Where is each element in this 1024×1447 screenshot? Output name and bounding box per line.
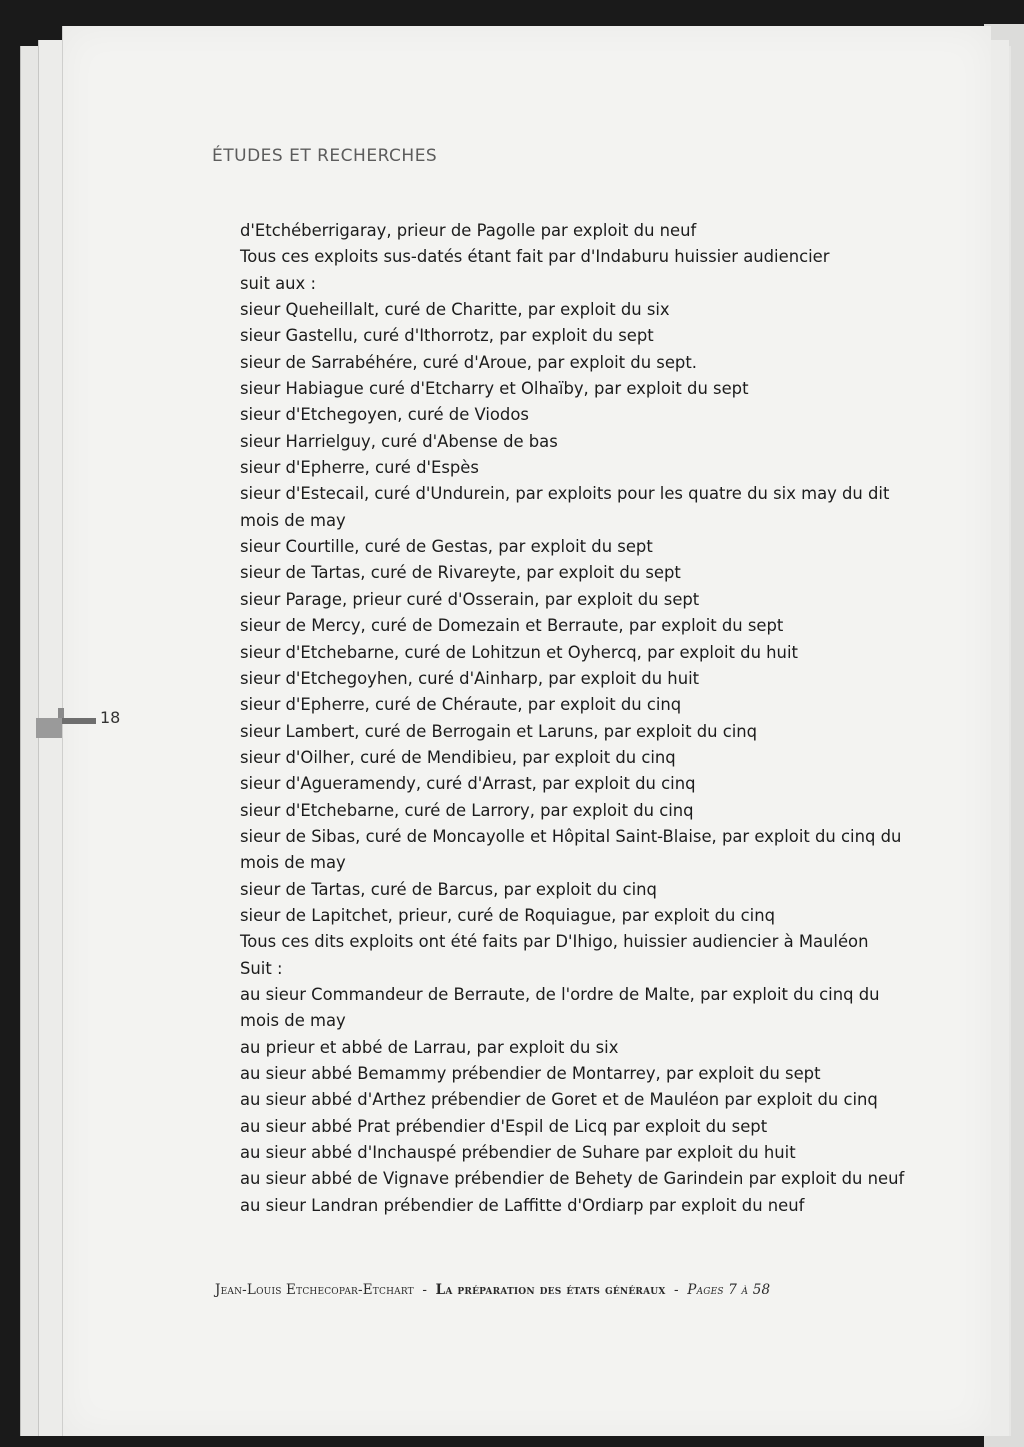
text-line: au prieur et abbé de Larrau, par exploit du six <box>240 1037 619 1057</box>
text-line: au sieur abbé de Vignave prébendier de Behety de Garindein par exploit du neuf <box>240 1169 905 1189</box>
text-line: sieur Courtille, curé de Gestas, par exploit du sept <box>240 537 653 557</box>
footer-separator: - <box>674 1282 679 1298</box>
text-line: sieur de Tartas, curé de Barcus, par exploit du cinq <box>240 879 657 899</box>
page-number: 18 <box>100 708 121 727</box>
footer-pages: Pages 7 à 58 <box>687 1282 771 1298</box>
text-line: d'Etchéberrigaray, prieur de Pagolle par exploit du neuf <box>240 221 697 240</box>
text-line: sieur de Lapitchet, prieur, curé de Roquiague, par exploit du cinq <box>240 905 775 925</box>
text-line: au sieur abbé d'Arthez prébendier de Goret et de Mauléon par exploit du cinq <box>240 1090 878 1110</box>
text-line: au sieur Landran prébendier de Laffitte d'Ordiarp par exploit du neuf <box>240 1195 805 1215</box>
text-line: mois de may <box>240 853 346 873</box>
text-line: au sieur abbé Prat prébendier d'Espil de Licq par exploit du sept <box>240 1116 768 1136</box>
text-line: sieur Lambert, curé de Berrogain et Laruns, par exploit du cinq <box>240 721 758 741</box>
text-line: au sieur abbé d'Inchauspé prébendier de Suhare par exploit du huit <box>240 1143 796 1163</box>
text-line: sieur Gastellu, curé d'Ithorrotz, par exploit du sept <box>240 326 654 346</box>
text-line: sieur d'Epherre, curé de Chéraute, par exploit du cinq <box>240 695 682 715</box>
page-tab-marker <box>36 718 62 738</box>
text-line: sieur de Mercy, curé de Domezain et Berraute, par exploit du sept <box>240 616 784 636</box>
text-line: Suit : <box>240 958 283 978</box>
text-line: sieur d'Epherre, curé d'Espès <box>240 458 479 478</box>
page-footer <box>215 1282 770 1298</box>
text-line: sieur de Sarrabéhére, curé d'Aroue, par exploit du sept. <box>240 352 697 372</box>
text-line: sieur d'Estecail, curé d'Undurein, par exploits pour les quatre du six may du dit <box>240 484 890 504</box>
footer-separator: - <box>422 1282 428 1298</box>
text-line: sieur de Sibas, curé de Moncayolle et Hôpital Saint-Blaise, par exploit du cinq du <box>240 826 902 846</box>
text-line: Tous ces exploits sus-datés étant fait par d'Indaburu huissier audiencier <box>240 247 830 267</box>
text-line: sieur Parage, prieur curé d'Osserain, par exploit du sept <box>240 589 700 609</box>
text-line: sieur Habiague curé d'Etcharry et Olhaïby, par exploit du sept <box>240 379 749 399</box>
text-line: Tous ces dits exploits ont été faits par D'Ihigo, huissier audiencier à Mauléon <box>240 932 869 952</box>
footer-author: Jean-Louis Etchecopar-Etchart <box>215 1282 414 1298</box>
text-line: sieur Queheillalt, curé de Charitte, par exploit du six <box>240 300 670 320</box>
text-line: sieur d'Etchebarne, curé de Lohitzun et Oyhercq, par exploit du huit <box>240 642 798 662</box>
text-line: suit aux : <box>240 273 316 293</box>
text-line: sieur de Tartas, curé de Rivareyte, par exploit du sept <box>240 563 681 583</box>
text-line: sieur d'Etchegoyen, curé de Viodos <box>240 405 529 425</box>
page-tab-marker-top <box>58 708 64 718</box>
text-line: mois de may <box>240 1011 346 1031</box>
text-line: sieur d'Oilher, curé de Mendibieu, par exploit du cinq <box>240 747 676 767</box>
running-header: ÉTUDES ET RECHERCHES <box>212 146 438 166</box>
body-text <box>240 218 922 1219</box>
footer-title: La préparation des états généraux <box>435 1282 666 1298</box>
text-line: mois de may <box>240 510 346 530</box>
text-line: sieur Harrielguy, curé d'Abense de bas <box>240 431 558 451</box>
text-line: sieur d'Agueramendy, curé d'Arrast, par exploit du cinq <box>240 774 696 794</box>
text-line: au sieur Commandeur de Berraute, de l'ordre de Malte, par exploit du cinq du <box>240 984 880 1004</box>
text-line: sieur d'Etchebarne, curé de Larrory, par exploit du cinq <box>240 800 694 820</box>
page-tab-marker-line <box>62 718 96 724</box>
text-line: sieur d'Etchegoyhen, curé d'Ainharp, par exploit du huit <box>240 668 700 688</box>
text-line: au sieur abbé Bemammy prébendier de Montarrey, par exploit du sept <box>240 1064 821 1083</box>
